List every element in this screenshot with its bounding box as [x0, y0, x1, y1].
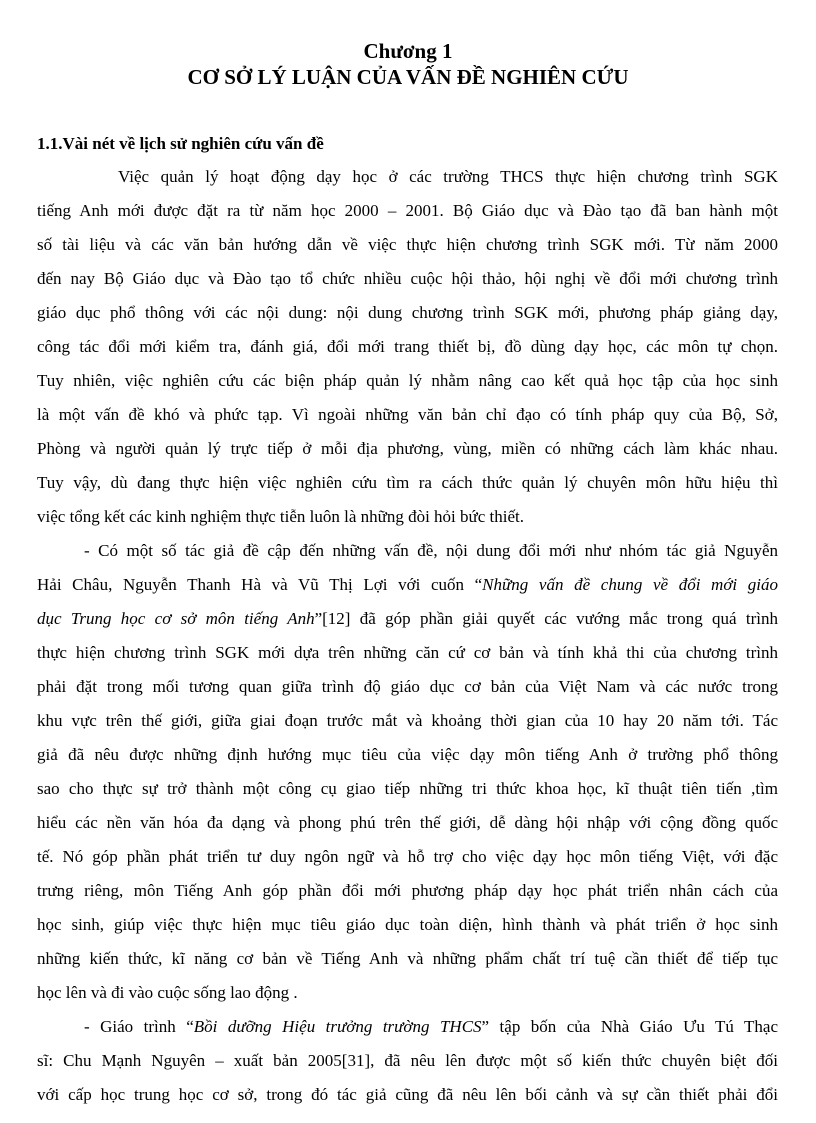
citation-tail-text: ” tập bốn của Nhà Giáo Ưu Tú Thạc	[481, 1017, 778, 1036]
chapter-title: CƠ SỞ LÝ LUẬN CỦA VẤN ĐỀ NGHIÊN CỨU	[187, 65, 629, 89]
book-title-text: dục Trung học cơ sở môn tiếng Anh	[37, 609, 315, 628]
chapter-label: Chương 1	[363, 39, 453, 63]
paragraph-2-line: thực hiện chương trình SGK mới dựa trên những căn cứ cơ bản và tính khả thi của chương trình	[37, 643, 778, 662]
paragraph-3-line	[84, 1013, 778, 1041]
citation-tail-text: ”[12] đã góp phần giải quyết các vướng mắc trong quá trình	[314, 609, 778, 628]
paragraph-3-line: với cấp học trung học cơ sở, trong đó tác giả cũng đã nêu lên bối cảnh và sự cần thiết phải đổi	[37, 1085, 778, 1104]
paragraph-1-line: số tài liệu và các văn bản hướng dẫn về việc thực hiện chương trình SGK mới. Từ năm 2000	[37, 235, 778, 254]
citation-lead-text: - Giáo trình “	[84, 1017, 194, 1036]
paragraph-1-line: đến nay Bộ Giáo dục và Đào tạo tổ chức nhiều cuộc hội thảo, hội nghị về đổi mới chương trình	[37, 269, 778, 288]
paragraph-2-line: sao cho thực sự trở thành một công cụ giao tiếp những tri thức khoa học, kĩ thuật tiên tiến ,tìm	[37, 779, 778, 798]
citation-lead-text: Hải Châu, Nguyễn Thanh Hà và Vũ Thị Lợi với cuốn “	[37, 575, 483, 594]
paragraph-1-line: công tác đổi mới kiểm tra, đánh giá, đổi mới trang thiết bị, đồ dùng dạy học, các môn tự chọn.	[37, 337, 778, 356]
paragraph-2-line: - Có một số tác giả đề cập đến những vấn đề, nội dung đổi mới như nhóm tác giả Nguyễn	[84, 541, 778, 560]
paragraph-2-line	[37, 605, 778, 633]
paragraph-2-line	[37, 571, 778, 599]
paragraph-1-line: giáo dục phổ thông với các nội dung: nội dung chương trình SGK mới, phương pháp giảng dạy,	[37, 303, 778, 322]
paragraph-2-line: những kiến thức, kĩ năng cơ bản về Tiếng Anh và những phẩm chất trí tuệ cần thiết để tiếp tục	[37, 949, 778, 968]
paragraph-2-line: học lên và đi vào cuộc sống lao động .	[37, 983, 298, 1002]
paragraph-1-line: tiếng Anh mới được đặt ra từ năm học 2000 – 2001. Bộ Giáo dục và Đào tạo đã ban hành một	[37, 201, 778, 220]
paragraph-2-line: khu vực trên thế giới, giữa giai đoạn trước mắt và khoảng thời gian của 10 hay 20 năm tới. Tác	[37, 711, 778, 730]
paragraph-2-line: tế. Nó góp phần phát triển tư duy ngôn ngữ và hỗ trợ cho việc dạy học môn tiếng Việt, với đặc	[37, 847, 778, 866]
paragraph-1-line: là một vấn đề khó và phức tạp. Vì ngoài những văn bản chỉ đạo có tính pháp quy của Bộ, Sở,	[37, 405, 778, 424]
book-title-text: Bồi dưỡng Hiệu trưởng trường THCS	[193, 1017, 482, 1036]
paragraph-2-line: phải đặt trong mối tương quan giữa trình độ giáo dục cơ bản của Việt Nam và các nước trong	[37, 677, 778, 696]
section-heading: 1.1.Vài nét về lịch sử nghiên cứu vấn đề	[37, 134, 324, 153]
book-title-text: Những vấn đề chung về đổi mới giáo	[482, 575, 778, 594]
paragraph-2-line: giả đã nêu được những định hướng mục tiêu của việc dạy môn tiếng Anh ở trường phổ thông	[37, 745, 778, 764]
paragraph-2-line: học sinh, giúp việc thực hiện mục tiêu giáo dục toàn diện, hình thành và phát triển ở học sinh	[37, 915, 778, 934]
paragraph-2-line: trưng riêng, môn Tiếng Anh góp phần đổi mới phương pháp dạy học phát triển nhân cách của	[37, 881, 778, 900]
paragraph-2-line: hiểu các nền văn hóa đa dạng và phong phú trên thế giới, dễ dàng hội nhập với cộng đồng quốc	[37, 813, 778, 832]
paragraph-1-line: Phòng và người quản lý trực tiếp ở mỗi địa phương, vùng, miền có những cách làm khác nhau.	[37, 439, 778, 458]
paragraph-1-line: Việc quản lý hoạt động dạy học ở các trường THCS thực hiện chương trình SGK	[118, 167, 778, 186]
paragraph-1-line: Tuy vậy, dù đang thực hiện việc nghiên cứu tìm ra cách thức quản lý chuyên môn hữu hiệu thì	[37, 473, 778, 492]
paragraph-1-line: Tuy nhiên, việc nghiên cứu các biện pháp quản lý nhằm nâng cao kết quả học tập của học sinh	[37, 371, 778, 390]
paragraph-1-line: việc tổng kết các kinh nghiệm thực tiễn luôn là những đòi hỏi bức thiết.	[37, 507, 525, 526]
paragraph-3-line: sĩ: Chu Mạnh Nguyên – xuất bản 2005[31], đã nêu lên được một số kiến thức chuyên biệt đối	[37, 1051, 778, 1070]
